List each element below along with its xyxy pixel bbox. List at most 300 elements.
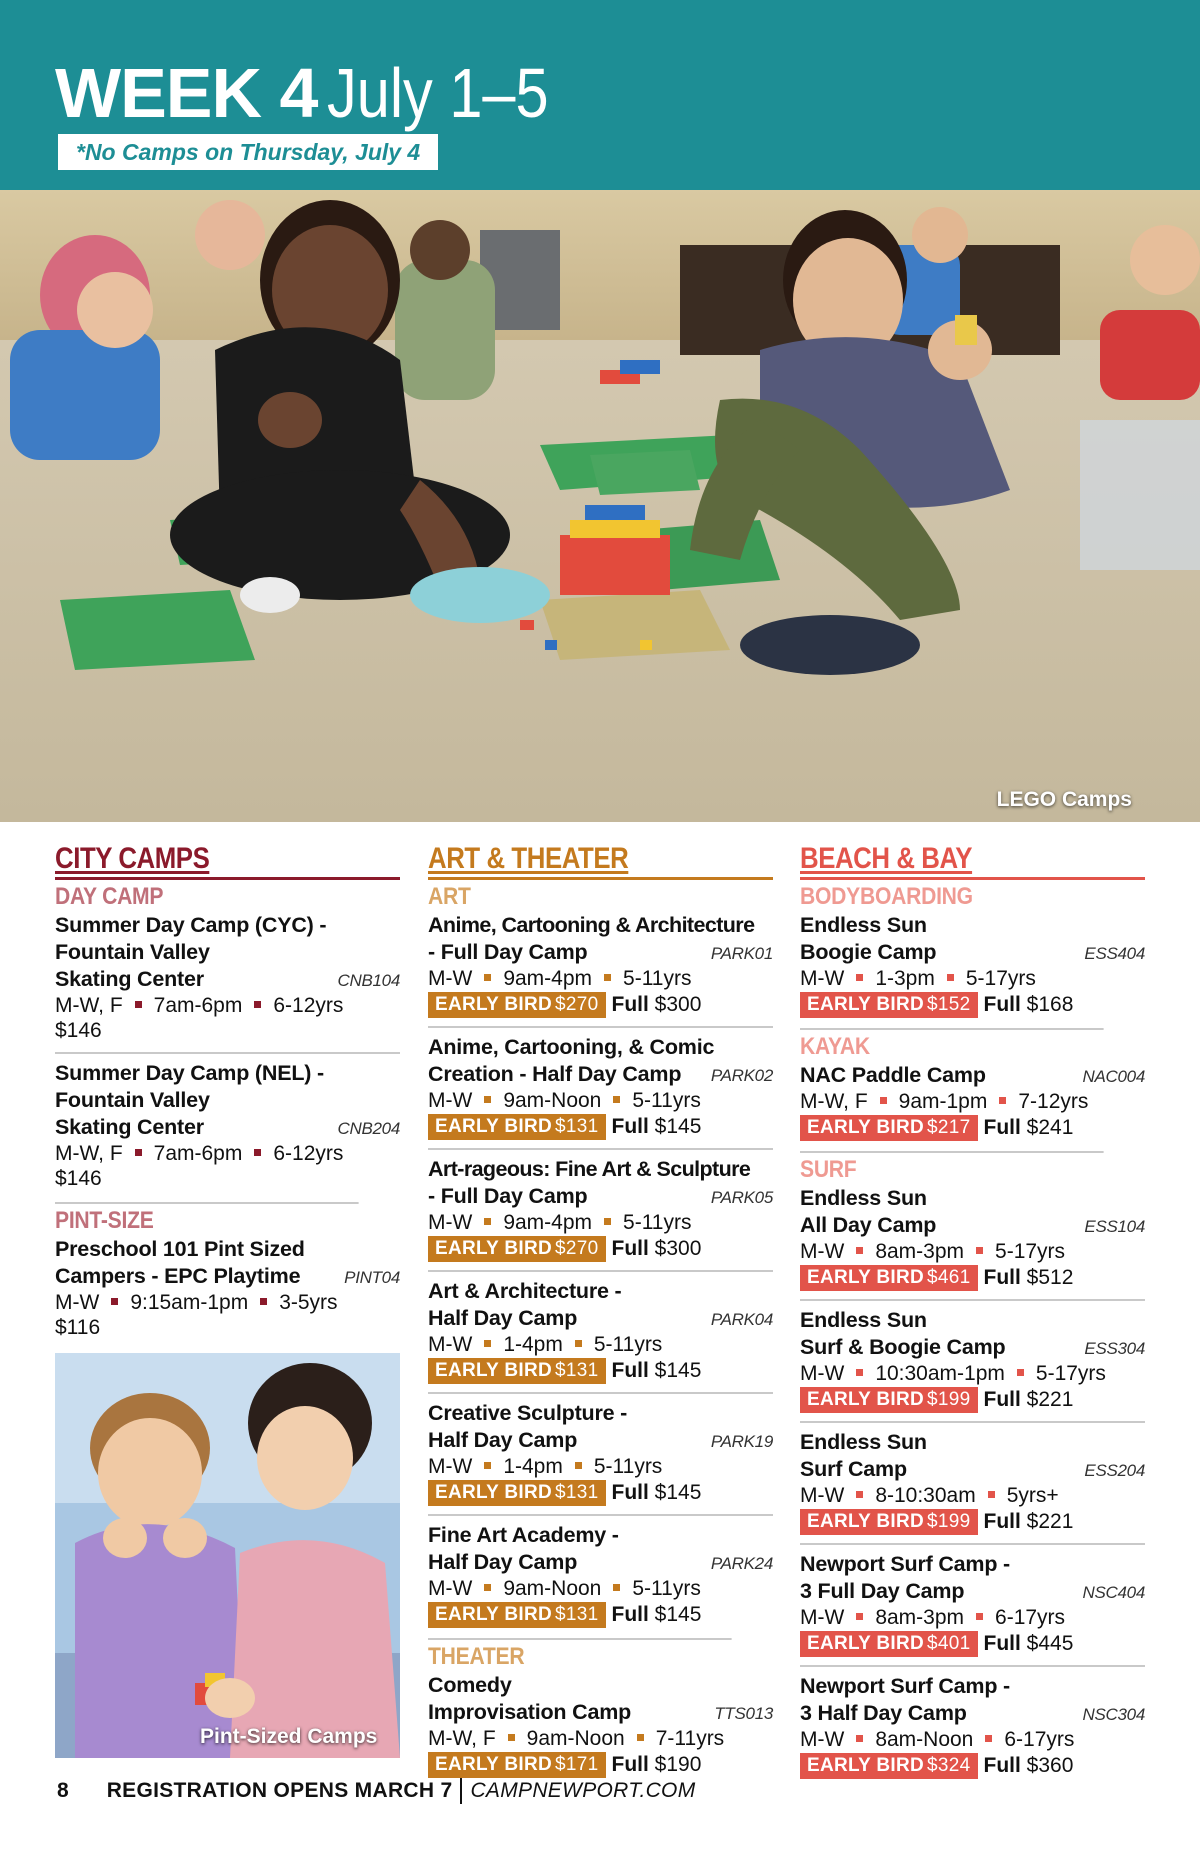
early-bird-label: EARLY BIRD bbox=[807, 1389, 925, 1410]
bullet-icon bbox=[111, 1298, 118, 1305]
camp-schedule bbox=[55, 993, 400, 1018]
city-camps-title: CITY CAMPS bbox=[55, 842, 210, 875]
camp-schedule bbox=[800, 1239, 1145, 1264]
camp-code: PARK04 bbox=[710, 1310, 773, 1329]
early-bird-price: $131 bbox=[555, 1360, 599, 1381]
camp-ages: 5-11yrs bbox=[632, 1577, 701, 1600]
full-price bbox=[612, 1753, 702, 1777]
camp-code: ESS404 bbox=[1084, 944, 1145, 963]
camp-name: Half Day Camp bbox=[428, 1550, 578, 1574]
early-bird-price: $199 bbox=[927, 1389, 971, 1410]
full-price bbox=[984, 1116, 1074, 1140]
full-price-value: $512 bbox=[1026, 1266, 1074, 1289]
camp-code: ESS204 bbox=[1084, 1461, 1145, 1480]
camp-name: Creation - Half Day Camp bbox=[428, 1062, 682, 1086]
full-price bbox=[612, 1359, 702, 1383]
camp-entry-ess304[interactable] bbox=[800, 1299, 1145, 1421]
camp-name: - Full Day Camp bbox=[428, 1184, 588, 1208]
camp-schedule bbox=[800, 1089, 1145, 1114]
bullet-icon bbox=[135, 1149, 142, 1156]
full-price bbox=[612, 1115, 702, 1139]
early-bird-badge bbox=[800, 1115, 978, 1141]
page-number: 8 bbox=[57, 1779, 69, 1802]
early-bird-label: EARLY BIRD bbox=[435, 1238, 553, 1259]
camp-ages: 5-11yrs bbox=[623, 967, 692, 990]
full-price-value: $190 bbox=[654, 1753, 702, 1776]
camp-time: 9am-Noon bbox=[503, 1577, 602, 1600]
bullet-icon bbox=[484, 1218, 491, 1225]
camp-ages: 7-11yrs bbox=[655, 1727, 725, 1750]
early-bird-price: $461 bbox=[927, 1267, 971, 1288]
pint-sized-camps-photo bbox=[55, 1353, 400, 1758]
bullet-icon bbox=[856, 974, 863, 981]
early-bird-label: EARLY BIRD bbox=[435, 1482, 553, 1503]
camp-name: Improvisation Camp bbox=[428, 1700, 632, 1724]
camp-entry-cnb204[interactable] bbox=[55, 1052, 400, 1200]
camp-time: 1-3pm bbox=[875, 967, 935, 990]
pint-sized-camps-caption: Pint-Sized Camps bbox=[200, 1725, 378, 1748]
full-price-value: $145 bbox=[654, 1603, 702, 1626]
bullet-icon bbox=[856, 1491, 863, 1498]
full-label: Full bbox=[983, 993, 1021, 1016]
holiday-note: *No Camps on Thursday, July 4 bbox=[58, 134, 438, 170]
full-price-value: $241 bbox=[1026, 1116, 1074, 1139]
camp-name: Fine Art Academy - bbox=[428, 1523, 619, 1547]
price-row bbox=[428, 1752, 773, 1778]
camp-days: M-W, F bbox=[55, 1142, 123, 1165]
full-price-value: $145 bbox=[654, 1481, 702, 1504]
early-bird-price: $131 bbox=[555, 1482, 599, 1503]
full-price bbox=[984, 1754, 1074, 1778]
camp-ages: 5-11yrs bbox=[593, 1455, 663, 1478]
camp-time: 10:30am-1pm bbox=[875, 1362, 1005, 1385]
full-price-value: $168 bbox=[1026, 993, 1074, 1016]
camp-schedule bbox=[428, 1210, 773, 1235]
camp-ages: 3-5yrs bbox=[279, 1291, 338, 1314]
bullet-icon bbox=[484, 1096, 491, 1103]
price-row bbox=[428, 992, 773, 1018]
camp-ages: 5yrs+ bbox=[1006, 1484, 1059, 1507]
camp-schedule bbox=[428, 1088, 773, 1113]
camp-code: CNB204 bbox=[337, 1119, 400, 1138]
early-bird-price: $171 bbox=[555, 1754, 599, 1775]
full-price-value: $221 bbox=[1026, 1510, 1074, 1533]
camp-code: TTS013 bbox=[714, 1704, 773, 1723]
early-bird-badge bbox=[800, 1509, 978, 1535]
camp-name: Half Day Camp bbox=[428, 1428, 578, 1452]
camp-ages: 5-11yrs bbox=[632, 1089, 701, 1112]
camp-name: Summer Day Camp (CYC) - bbox=[55, 913, 327, 937]
camp-days: M-W bbox=[428, 1455, 473, 1478]
camp-name: Preschool 101 Pint Sized bbox=[55, 1237, 305, 1261]
full-price bbox=[984, 1266, 1074, 1290]
camp-ages: 6-17yrs bbox=[1004, 1728, 1075, 1751]
bullet-icon bbox=[508, 1734, 515, 1741]
early-bird-badge bbox=[428, 1752, 606, 1778]
price-row bbox=[800, 1631, 1145, 1657]
camp-days: M-W bbox=[428, 1089, 473, 1112]
bullet-icon bbox=[856, 1247, 863, 1254]
camp-name: Skating Center bbox=[55, 1115, 204, 1139]
page-footer bbox=[57, 1778, 696, 1804]
camp-time: 9am-Noon bbox=[526, 1727, 625, 1750]
price-row bbox=[428, 1358, 773, 1384]
camp-ages: 6-12yrs bbox=[273, 994, 344, 1017]
camp-time: 7am-6pm bbox=[153, 1142, 243, 1165]
camp-time: 8am-3pm bbox=[875, 1240, 965, 1263]
full-label: Full bbox=[983, 1754, 1021, 1777]
camp-days: M-W bbox=[428, 967, 473, 990]
bullet-icon bbox=[613, 1096, 620, 1103]
camp-name: Endless Sun bbox=[800, 1186, 927, 1210]
camp-name: Newport Surf Camp - bbox=[800, 1552, 1011, 1576]
full-price bbox=[984, 1632, 1074, 1656]
camp-time: 8am-Noon bbox=[875, 1728, 974, 1751]
full-price bbox=[612, 993, 702, 1017]
week-dates: July 1–5 bbox=[327, 54, 550, 132]
early-bird-badge bbox=[428, 1480, 606, 1506]
art-theater-title: ART & THEATER bbox=[428, 842, 629, 875]
price-row bbox=[800, 1387, 1145, 1413]
week-number: WEEK 4 bbox=[55, 54, 318, 132]
camp-time: 9am-1pm bbox=[898, 1090, 988, 1113]
full-price-value: $360 bbox=[1026, 1754, 1074, 1777]
art-theater-column bbox=[428, 843, 773, 1786]
full-price-value: $145 bbox=[654, 1359, 702, 1382]
bullet-icon bbox=[254, 1001, 261, 1008]
camp-code: ESS304 bbox=[1084, 1339, 1145, 1358]
website-link[interactable]: CAMPNEWPORT.COM bbox=[470, 1779, 696, 1802]
camp-code: PARK19 bbox=[710, 1432, 773, 1451]
footer-divider bbox=[460, 1778, 462, 1804]
camp-name: Art-rageous: Fine Art & Sculpture bbox=[428, 1157, 751, 1181]
camp-days: M-W bbox=[800, 1362, 845, 1385]
price-row bbox=[800, 1509, 1145, 1535]
full-price-value: $221 bbox=[1026, 1388, 1074, 1411]
lego-camps-photo bbox=[0, 190, 1200, 822]
camp-name: 3 Half Day Camp bbox=[800, 1701, 967, 1725]
price-row bbox=[428, 1114, 773, 1140]
bullet-icon bbox=[604, 974, 611, 981]
camp-entry-ess204[interactable] bbox=[800, 1421, 1145, 1543]
bullet-icon bbox=[976, 1613, 983, 1620]
surf-subtitle: SURF bbox=[800, 1151, 1104, 1185]
camp-schedule bbox=[800, 1727, 1145, 1752]
camp-name: Endless Sun bbox=[800, 1308, 927, 1332]
camp-time: 9am-4pm bbox=[503, 1211, 593, 1234]
early-bird-label: EARLY BIRD bbox=[807, 1511, 925, 1532]
early-bird-badge bbox=[800, 992, 978, 1018]
early-bird-label: EARLY BIRD bbox=[435, 1604, 553, 1625]
registration-notice: REGISTRATION OPENS MARCH 7 bbox=[106, 1779, 453, 1802]
early-bird-label: EARLY BIRD bbox=[807, 1755, 925, 1776]
camp-code: NSC404 bbox=[1082, 1583, 1145, 1602]
bullet-icon bbox=[575, 1340, 582, 1347]
camp-name: Fountain Valley bbox=[55, 940, 210, 964]
camp-name: Art & Architecture - bbox=[428, 1279, 622, 1303]
bullet-icon bbox=[999, 1097, 1006, 1104]
early-bird-price: $217 bbox=[927, 1117, 971, 1138]
city-camps-column bbox=[55, 843, 400, 1349]
camp-name: Creative Sculpture - bbox=[428, 1401, 628, 1425]
bullet-icon bbox=[988, 1491, 995, 1498]
camp-code: NAC004 bbox=[1082, 1067, 1145, 1086]
early-bird-price: $152 bbox=[927, 994, 971, 1015]
camp-ages: 5-11yrs bbox=[593, 1333, 663, 1356]
price-row bbox=[800, 1115, 1145, 1141]
kayak-subtitle: KAYAK bbox=[800, 1028, 1104, 1062]
camp-entry-nsc304[interactable] bbox=[800, 1665, 1145, 1787]
early-bird-label: EARLY BIRD bbox=[435, 1116, 553, 1137]
camp-entry-pint04[interactable] bbox=[55, 1236, 400, 1349]
camp-price: $116 bbox=[55, 1316, 101, 1339]
week-heading bbox=[55, 54, 588, 132]
bullet-icon bbox=[985, 1735, 992, 1742]
full-label: Full bbox=[611, 1603, 649, 1626]
full-label: Full bbox=[611, 1237, 649, 1260]
camp-ages: 5-17yrs bbox=[995, 1240, 1066, 1263]
early-bird-label: EARLY BIRD bbox=[807, 994, 925, 1015]
camp-code: PARK01 bbox=[710, 944, 773, 963]
bullet-icon bbox=[637, 1734, 644, 1741]
section-rule bbox=[800, 877, 1145, 880]
camp-schedule bbox=[428, 966, 773, 991]
camp-name: Boogie Camp bbox=[800, 940, 937, 964]
camp-entry-nac004[interactable] bbox=[800, 1062, 1145, 1149]
camp-days: M-W bbox=[800, 1606, 845, 1629]
camp-ages: 6-12yrs bbox=[273, 1142, 344, 1165]
camp-name: Comedy bbox=[428, 1673, 512, 1697]
camp-name: NAC Paddle Camp bbox=[800, 1063, 986, 1087]
full-label: Full bbox=[611, 1753, 649, 1776]
camp-name: Half Day Camp bbox=[428, 1306, 578, 1330]
full-label: Full bbox=[611, 1115, 649, 1138]
bullet-icon bbox=[856, 1613, 863, 1620]
camp-schedule bbox=[428, 1576, 773, 1601]
camp-code: PARK02 bbox=[710, 1066, 773, 1085]
camp-time: 9am-4pm bbox=[503, 967, 593, 990]
full-price bbox=[612, 1481, 702, 1505]
camp-ages: 6-17yrs bbox=[995, 1606, 1066, 1629]
full-price-value: $445 bbox=[1026, 1632, 1074, 1655]
price-row bbox=[428, 1602, 773, 1628]
camp-days: M-W bbox=[800, 1240, 845, 1263]
bodyboarding-subtitle: BODYBOARDING bbox=[800, 883, 973, 910]
camp-code: ESS104 bbox=[1084, 1217, 1145, 1236]
full-label: Full bbox=[611, 1359, 649, 1382]
theater-subtitle: THEATER bbox=[428, 1638, 732, 1672]
full-label: Full bbox=[983, 1266, 1021, 1289]
lego-camps-caption: LEGO Camps bbox=[996, 788, 1132, 811]
bullet-icon bbox=[484, 974, 491, 981]
camp-schedule bbox=[800, 1605, 1145, 1630]
camp-name: Newport Surf Camp - bbox=[800, 1674, 1011, 1698]
early-bird-label: EARLY BIRD bbox=[807, 1267, 925, 1288]
camp-schedule bbox=[800, 966, 1145, 991]
beach-bay-column bbox=[800, 843, 1145, 1787]
camp-entry-park01[interactable] bbox=[428, 912, 773, 1026]
price-row bbox=[800, 992, 1145, 1018]
full-price bbox=[984, 1388, 1074, 1412]
full-price-value: $300 bbox=[654, 1237, 702, 1260]
camp-days: M-W bbox=[800, 1728, 845, 1751]
camp-name: Skating Center bbox=[55, 967, 204, 991]
bullet-icon bbox=[254, 1149, 261, 1156]
camp-days: M-W bbox=[800, 967, 845, 990]
camp-days: M-W bbox=[428, 1577, 473, 1600]
bullet-icon bbox=[880, 1097, 887, 1104]
camp-entry-park05[interactable] bbox=[428, 1148, 773, 1270]
early-bird-label: EARLY BIRD bbox=[807, 1633, 925, 1654]
bullet-icon bbox=[604, 1218, 611, 1225]
camp-name: Fountain Valley bbox=[55, 1088, 210, 1112]
price-row bbox=[428, 1236, 773, 1262]
camp-days: M-W, F bbox=[55, 994, 123, 1017]
full-label: Full bbox=[983, 1632, 1021, 1655]
full-price-value: $300 bbox=[654, 993, 702, 1016]
bullet-icon bbox=[484, 1584, 491, 1591]
camp-days: M-W bbox=[428, 1211, 473, 1234]
camp-ages: 5-17yrs bbox=[1035, 1362, 1106, 1385]
full-price-value: $145 bbox=[654, 1115, 702, 1138]
beach-bay-title: BEACH & BAY bbox=[800, 842, 973, 875]
camp-entry-park04[interactable] bbox=[428, 1270, 773, 1392]
early-bird-badge bbox=[428, 1358, 606, 1384]
camp-ages: 5-17yrs bbox=[965, 967, 1036, 990]
camp-name: All Day Camp bbox=[800, 1213, 937, 1237]
camp-schedule bbox=[55, 1290, 400, 1315]
camp-days: M-W bbox=[428, 1333, 473, 1356]
camp-name: Summer Day Camp (NEL) - bbox=[55, 1061, 324, 1085]
bullet-icon bbox=[856, 1735, 863, 1742]
camp-entry-park24[interactable] bbox=[428, 1514, 773, 1636]
camp-name: Endless Sun bbox=[800, 913, 927, 937]
early-bird-badge bbox=[428, 1114, 606, 1140]
full-price bbox=[984, 993, 1074, 1017]
camp-name: Endless Sun bbox=[800, 1430, 927, 1454]
camp-schedule bbox=[428, 1454, 773, 1479]
bullet-icon bbox=[260, 1298, 267, 1305]
early-bird-badge bbox=[428, 992, 606, 1018]
full-price bbox=[984, 1510, 1074, 1534]
camp-days: M-W bbox=[800, 1484, 845, 1507]
day-camp-subtitle: DAY CAMP bbox=[55, 883, 164, 910]
full-price bbox=[612, 1603, 702, 1627]
early-bird-label: EARLY BIRD bbox=[807, 1117, 925, 1138]
price-row bbox=[800, 1753, 1145, 1779]
camp-name: Anime, Cartooning, & Comic bbox=[428, 1035, 715, 1059]
pint-size-subtitle: PINT-SIZE bbox=[55, 1202, 359, 1236]
camp-time: 1-4pm bbox=[503, 1455, 563, 1478]
early-bird-price: $131 bbox=[555, 1604, 599, 1625]
camp-code: CNB104 bbox=[337, 971, 400, 990]
section-rule bbox=[55, 877, 400, 880]
full-label: Full bbox=[983, 1510, 1021, 1533]
full-price bbox=[612, 1237, 702, 1261]
full-label: Full bbox=[611, 993, 649, 1016]
camp-code: PARK24 bbox=[710, 1554, 773, 1573]
camp-code: NSC304 bbox=[1082, 1705, 1145, 1724]
camp-schedule bbox=[800, 1483, 1145, 1508]
early-bird-badge bbox=[800, 1631, 978, 1657]
early-bird-label: EARLY BIRD bbox=[435, 1754, 553, 1775]
camp-name: Surf & Boogie Camp bbox=[800, 1335, 1006, 1359]
camp-name: Campers - EPC Playtime bbox=[55, 1264, 301, 1288]
camp-name: Anime, Cartooning & Architecture bbox=[428, 913, 755, 937]
bullet-icon bbox=[976, 1247, 983, 1254]
full-label: Full bbox=[983, 1388, 1021, 1411]
early-bird-price: $199 bbox=[927, 1511, 971, 1532]
early-bird-badge bbox=[428, 1602, 606, 1628]
early-bird-label: EARLY BIRD bbox=[435, 994, 553, 1015]
art-subtitle: ART bbox=[428, 883, 471, 910]
camp-time: 8am-3pm bbox=[875, 1606, 965, 1629]
price-row bbox=[800, 1265, 1145, 1291]
section-rule bbox=[428, 877, 773, 880]
camp-price: $146 bbox=[55, 1019, 102, 1042]
camp-schedule bbox=[800, 1361, 1145, 1386]
bullet-icon bbox=[613, 1584, 620, 1591]
early-bird-price: $131 bbox=[555, 1116, 599, 1137]
camp-schedule bbox=[55, 1141, 400, 1166]
bullet-icon bbox=[1017, 1369, 1024, 1376]
bullet-icon bbox=[575, 1462, 582, 1469]
camp-entry-tts013[interactable] bbox=[428, 1672, 773, 1786]
early-bird-badge bbox=[800, 1387, 978, 1413]
camp-name: - Full Day Camp bbox=[428, 940, 588, 964]
camp-days: M-W, F bbox=[800, 1090, 868, 1113]
camp-schedule bbox=[428, 1332, 773, 1357]
bullet-icon bbox=[947, 974, 954, 981]
camp-entry-nsc404[interactable] bbox=[800, 1543, 1145, 1665]
early-bird-badge bbox=[800, 1265, 978, 1291]
camp-time: 9:15am-1pm bbox=[130, 1291, 249, 1314]
camp-code: PINT04 bbox=[344, 1268, 400, 1287]
camp-entry-park19[interactable] bbox=[428, 1392, 773, 1514]
camp-ages: 7-12yrs bbox=[1018, 1090, 1089, 1113]
full-label: Full bbox=[983, 1116, 1021, 1139]
camp-entry-ess104[interactable] bbox=[800, 1185, 1145, 1299]
bullet-icon bbox=[135, 1001, 142, 1008]
early-bird-price: $270 bbox=[555, 994, 599, 1015]
camp-name: 3 Full Day Camp bbox=[800, 1579, 965, 1603]
early-bird-label: EARLY BIRD bbox=[435, 1360, 553, 1381]
early-bird-price: $401 bbox=[927, 1633, 971, 1654]
camp-name: Surf Camp bbox=[800, 1457, 907, 1481]
early-bird-badge bbox=[800, 1753, 978, 1779]
camp-code: PARK05 bbox=[710, 1188, 773, 1207]
camp-entry-ess404[interactable] bbox=[800, 912, 1145, 1026]
camp-price: $146 bbox=[55, 1167, 102, 1190]
page-header bbox=[0, 0, 1200, 190]
camp-days: M-W bbox=[55, 1291, 100, 1314]
full-label: Full bbox=[611, 1481, 649, 1504]
camp-time: 7am-6pm bbox=[153, 994, 243, 1017]
camp-days: M-W, F bbox=[428, 1727, 496, 1750]
early-bird-badge bbox=[428, 1236, 606, 1262]
camp-time: 8-10:30am bbox=[875, 1484, 976, 1507]
early-bird-price: $270 bbox=[555, 1238, 599, 1259]
camp-schedule bbox=[428, 1726, 773, 1751]
camp-entry-cnb104[interactable] bbox=[55, 912, 400, 1052]
bullet-icon bbox=[856, 1369, 863, 1376]
camp-time: 9am-Noon bbox=[503, 1089, 602, 1112]
bullet-icon bbox=[484, 1462, 491, 1469]
early-bird-price: $324 bbox=[927, 1755, 971, 1776]
camp-ages: 5-11yrs bbox=[623, 1211, 692, 1234]
camp-entry-park02[interactable] bbox=[428, 1026, 773, 1148]
camp-time: 1-4pm bbox=[503, 1333, 563, 1356]
